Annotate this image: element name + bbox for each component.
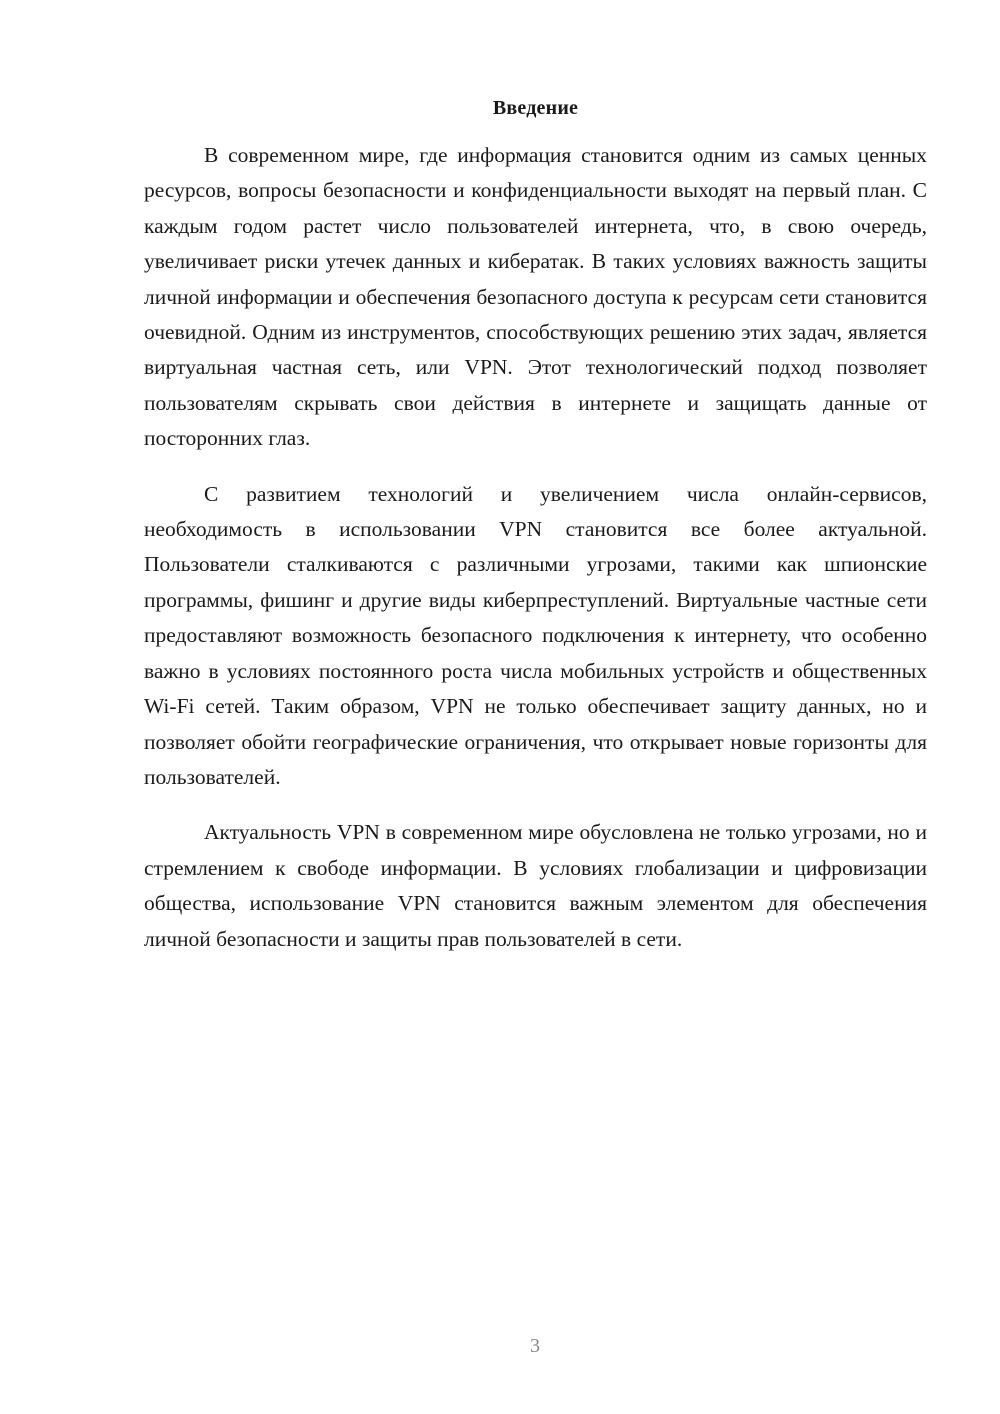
- paragraph-1: В современном мире, где информация становится одним из самых ценных ресурсов, вопросы безопасности и конфиденциальности выходят на первый план. С каждым годом растет число пользователей интернета, что, в свою очередь, увеличивает риски утечек данных и кибератак. В таких условиях важность защиты личной информации и обеспечения безопасного доступа к ресурсам сети становится очевидной. Одним из инструментов, способствующих решению этих задач, является виртуальная частная сеть, или VPN. Этот технологический подход позволяет пользователям скрывать свои действия в интернете и защищать данные от посторонних глаз.: [144, 143, 927, 451]
- document-body: [144, 92, 927, 977]
- paragraph-3: Актуальность VPN в современном мире обусловлена не только угрозами, но и стремлением к свободе информации. В условиях глобализации и цифровизации общества, использование VPN становится важным элементом для обеспечения личной безопасности и защиты прав пользователей в сети.: [144, 820, 927, 951]
- page-number: 3: [530, 1335, 540, 1357]
- paragraph-2: С развитием технологий и увеличением числа онлайн-сервисов, необходимость в использовании VPN становится все более актуальной. Пользователи сталкиваются с различными угрозами, такими как шпионские программы, фишинг и другие виды киберпреступлений. Виртуальные частные сети предоставляют возможность безопасного подключения к интернету, что особенно важно в условиях постоянного роста числа мобильных устройств и общественных Wi-Fi сетей. Таким образом, VPN не только обеспечивает защиту данных, но и позволяет обойти географические ограничения, что открывает новые горизонты для пользователей.: [144, 481, 927, 789]
- section-title: Введение: [492, 97, 579, 119]
